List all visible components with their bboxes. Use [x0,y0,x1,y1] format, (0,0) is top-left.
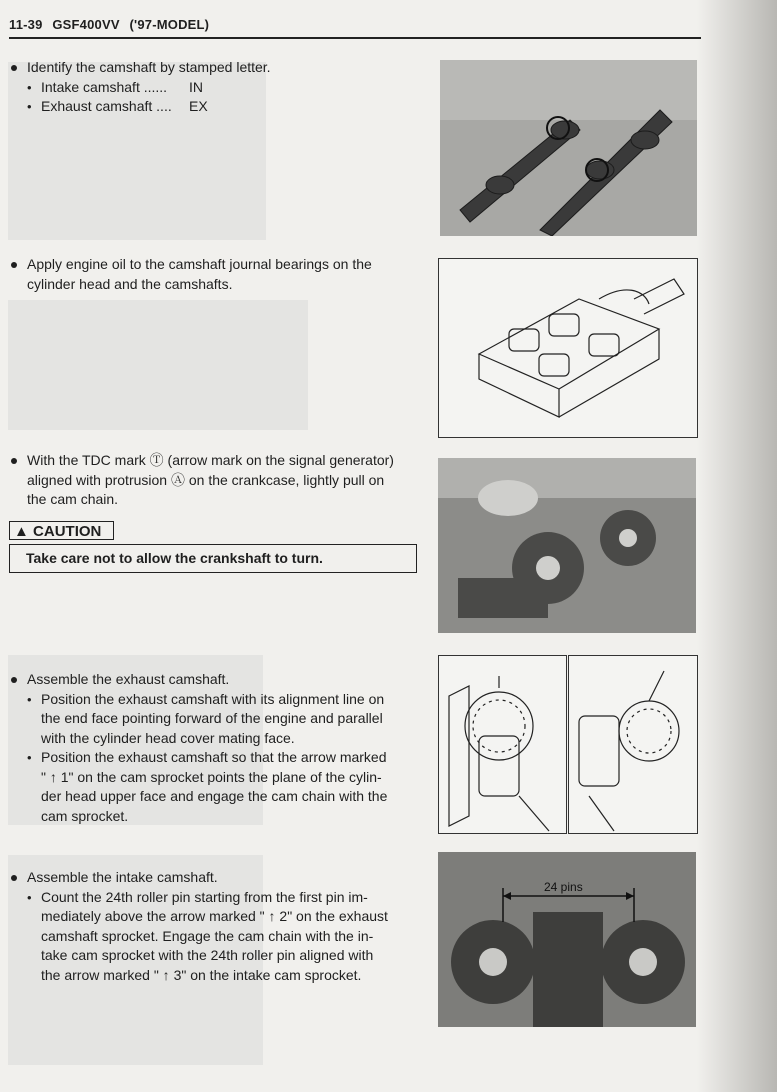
page-edge-shadow [697,0,777,1092]
page-header [9,17,701,39]
cam-chain-photo [438,458,696,633]
spec-dots: ...... [143,78,168,95]
spec-label: Exhaust camshaft [41,98,153,114]
sub-step [9,748,429,826]
text-line: the cam chain. [27,491,119,507]
caution-label [9,521,114,540]
section-tdc-mark [9,451,429,510]
spec-row [9,97,429,117]
model-year: ('97-MODEL) [129,17,210,32]
sub-step [9,888,429,986]
warning-icon: ▲ [14,523,29,540]
text-line: Position the exhaust camshaft so that the arrow marked [41,749,387,765]
pins-label: 24 pins [544,880,583,894]
text-line: " ↑ 1" on the cam sprocket points the plane of the cylin- [41,768,382,785]
page-number: 11-39 [9,17,43,32]
exhaust-sprocket-illustration [438,655,567,834]
sub-step [9,690,429,749]
text-line: cylinder head and the camshafts. [27,275,233,292]
text-line: camshaft sprocket. Engage the cam chain with the in- [41,927,374,944]
text-line: with the cylinder head cover mating face. [41,729,295,746]
section-intake-camshaft [9,868,429,985]
text-line: aligned with protrusion Ⓐ on the crankcase, lightly pull on [27,471,385,488]
model-name: GSF400VV [52,17,120,32]
bullet-text [9,255,429,294]
text-line: Position the exhaust camshaft with its alignment line on [41,690,385,707]
cylinder-head-oiling-illustration [438,258,698,438]
spec-code: EX [189,98,208,114]
camshafts-photo [440,60,697,236]
text-line: mediately above the arrow marked " ↑ 2" on the exhaust [41,908,388,924]
section-exhaust-camshaft [9,670,429,826]
text-line: With the TDC mark Ⓣ (arrow mark on the signal generator) [27,452,394,468]
spec-dots: .... [156,98,172,114]
twenty-four-pins-photo [438,852,696,1027]
spec-label: Intake camshaft [41,78,140,95]
bullet-text: Assemble the intake camshaft. [9,868,429,888]
text-line: cam sprocket. [41,807,129,824]
intake-sprocket-illustration [568,655,698,834]
text-line: Apply engine oil to the camshaft journal bearings on the [27,256,372,272]
text-line: der head upper face and engage the cam chain with the [41,788,388,804]
text-line: the arrow marked " ↑ 3" on the intake cam sprocket. [41,966,362,983]
spec-code: IN [189,78,203,95]
bullet-text [9,451,429,510]
text-line: take cam sprocket with the 24th roller pin aligned with [41,947,374,963]
caution-heading: CAUTION [33,523,102,540]
bleed-through-panel [8,300,308,430]
bullet-text: Assemble the exhaust camshaft. [9,670,429,690]
text-line: Count the 24th roller pin starting from the first pin im- [41,888,368,905]
caution-message: Take care not to allow the crankshaft to turn. [9,544,417,573]
section-identify-camshaft [9,58,429,117]
text-line: the end face pointing forward of the engine and parallel [41,710,383,726]
bullet-text: Identify the camshaft by stamped letter. [9,58,429,78]
spec-row [9,78,429,98]
section-apply-oil [9,255,429,294]
